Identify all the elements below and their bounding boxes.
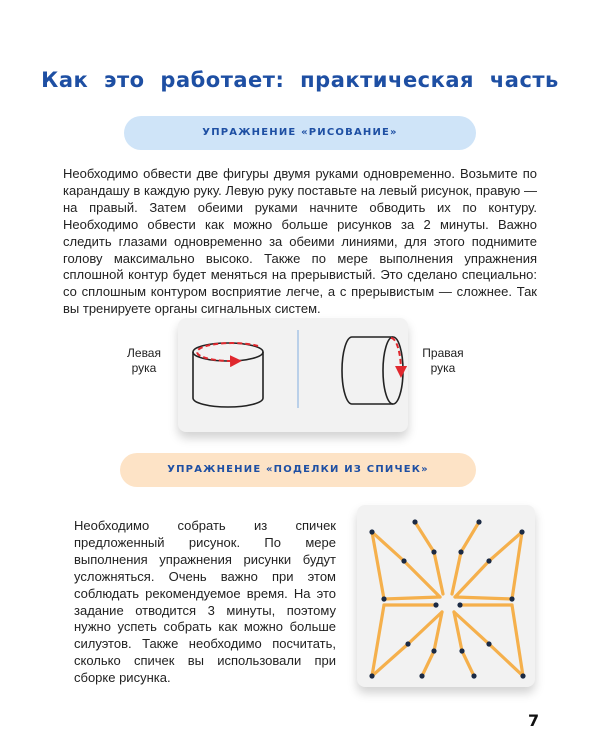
- exercise-drawing-text: Необходимо обвести две фигуры двумя руками одновременно. Возьмите по карандашу в каждую руку. Левую руку поставьте на левый рисунок, правую — на правый. Затем обеими руками начните обводить их по контуру. Необходимо обвести как можно больше рисунков за 2 минуты. Важно следить глазами одновременно за обеими линиями, для этого поднимите голову максимально высоко. Также по мере выполнения упражнения сплошной контур будет меняться на прерывистый. Это сделано специально: со сплошным контуром восприятие легче, а с прерывистым — сложнее. Так вы тренируете органы сигнальных систем.: [63, 166, 537, 317]
- match-head: [381, 596, 386, 601]
- left-hand-label: Левая рука: [127, 346, 161, 375]
- page-title: Как это работает: практическая часть: [41, 68, 559, 92]
- match-head: [509, 596, 514, 601]
- match-head: [457, 602, 462, 607]
- match-stick: [455, 561, 489, 597]
- left-cylinder-figure: [193, 343, 263, 407]
- match-head: [486, 641, 491, 646]
- match-head: [369, 673, 374, 678]
- exercise-matches-heading: УПРАЖНЕНИЕ «ПОДЕЛКИ ИЗ СПИЧЕК»: [120, 453, 476, 487]
- right-cylinder-figure: [342, 337, 403, 404]
- match-stick: [462, 651, 474, 676]
- match-stick: [434, 552, 443, 594]
- match-head: [433, 602, 438, 607]
- match-head: [519, 529, 524, 534]
- match-head: [458, 549, 463, 554]
- match-head: [405, 641, 410, 646]
- match-head: [459, 648, 464, 653]
- match-head: [471, 673, 476, 678]
- page-number: 7: [528, 711, 540, 730]
- match-stick: [512, 532, 522, 599]
- match-stick: [452, 552, 461, 594]
- match-head: [431, 549, 436, 554]
- right-hand-label: Правая рука: [422, 346, 464, 375]
- match-head: [412, 519, 417, 524]
- match-head: [401, 558, 406, 563]
- match-stick: [461, 522, 479, 552]
- match-head: [476, 519, 481, 524]
- match-head: [486, 558, 491, 563]
- match-head: [520, 673, 525, 678]
- match-head: [419, 673, 424, 678]
- exercise-matches-text: Необходимо собрать из спичек предложенный рисунок. По мере выполнения упражнения рисунки будут усложняться. Очень важно при этом соблюдать рекомендуемое время. На это задание отводится 3 минуты, поэтому нужно успеть собрать как можно больше силуэтов. Также необходимо посчитать, сколько спичек вы использовали при сборке рисунка.: [74, 518, 336, 686]
- match-head: [431, 648, 436, 653]
- match-stick: [404, 561, 440, 597]
- match-stick: [415, 522, 434, 552]
- matchstick-butterfly: [372, 522, 523, 676]
- left-trace-arrow: [197, 343, 258, 361]
- match-stick: [384, 597, 440, 599]
- exercise-drawing-heading: УПРАЖНЕНИЕ «РИСОВАНИЕ»: [124, 116, 476, 150]
- match-head: [369, 529, 374, 534]
- match-stick: [422, 651, 434, 676]
- match-stick: [455, 597, 512, 599]
